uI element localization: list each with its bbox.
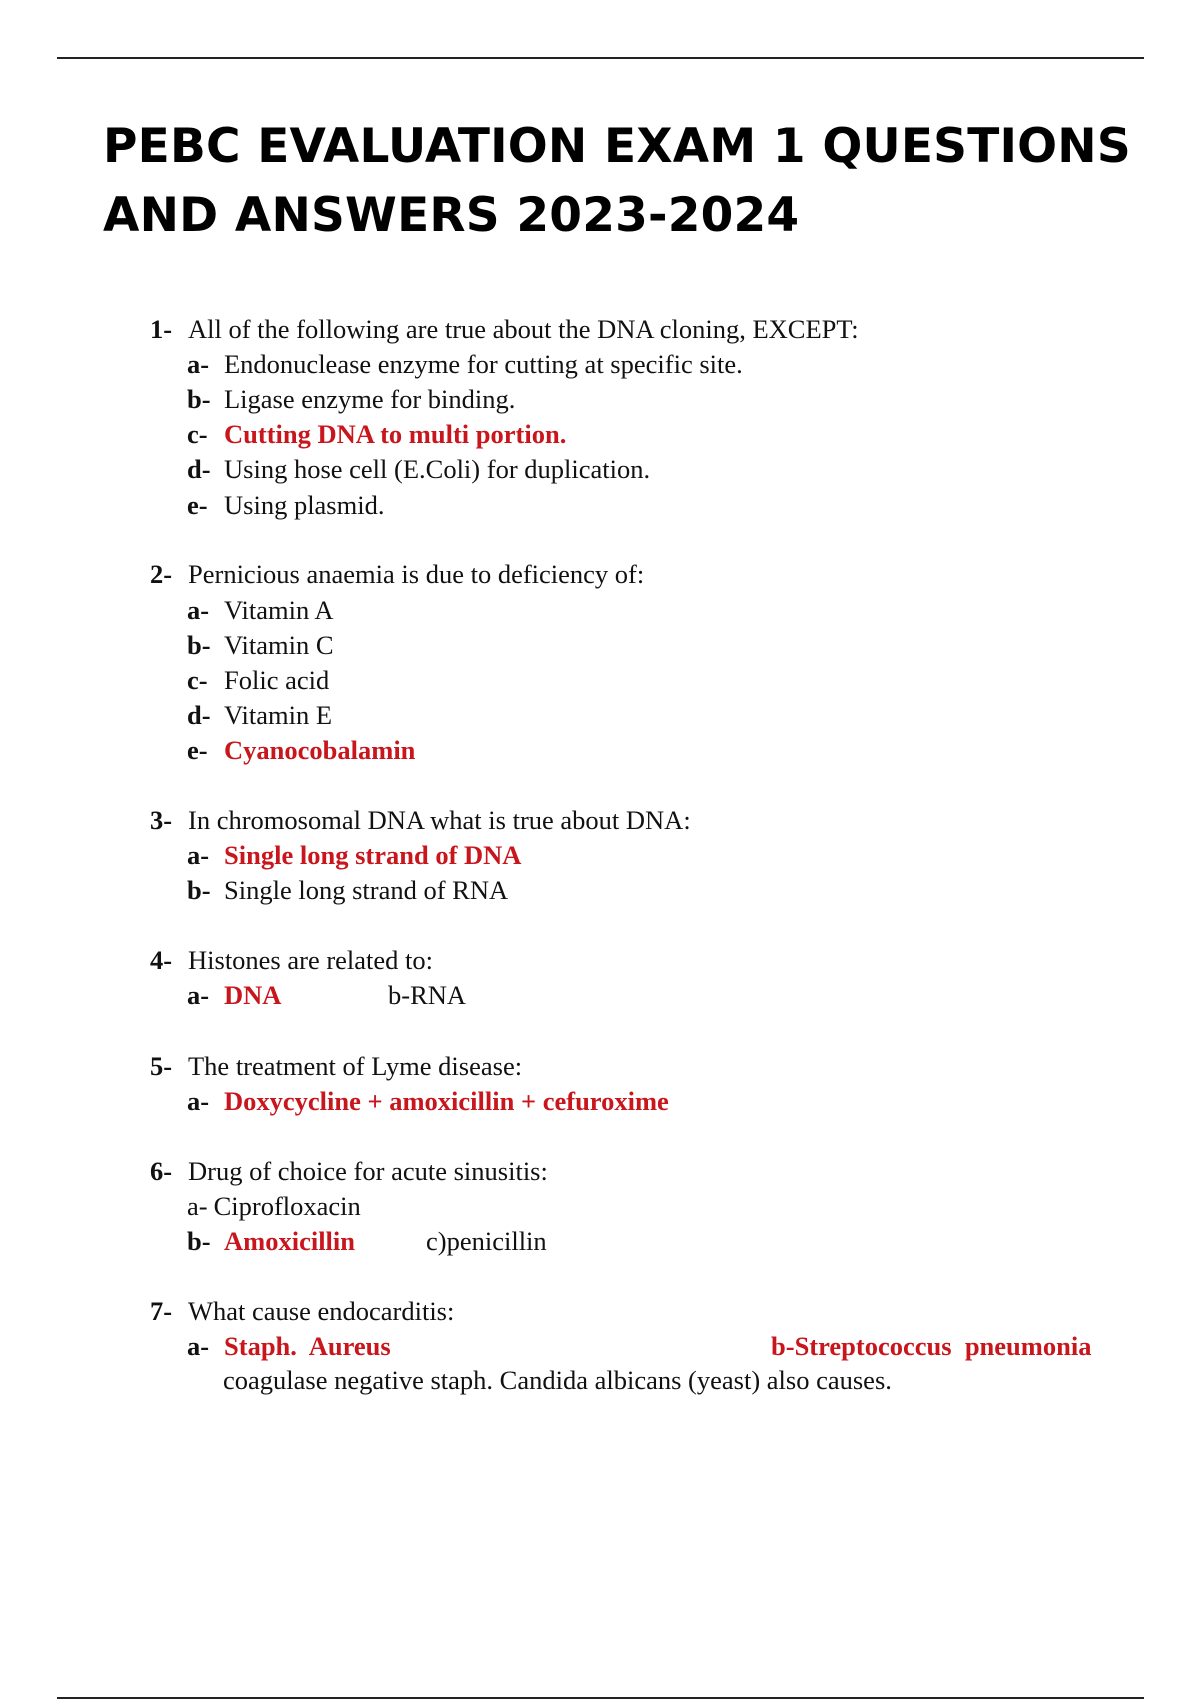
option-4a-answer xyxy=(187,978,281,1013)
option-1b xyxy=(187,382,515,417)
option-3a-answer xyxy=(187,838,521,873)
question-text: All of the following are true about the DNA cloning, EXCEPT: xyxy=(188,314,859,344)
question-number: 4- xyxy=(150,945,173,975)
option-label: d- xyxy=(187,700,211,730)
option-2e-answer xyxy=(187,733,415,768)
option-text: Ciprofloxacin xyxy=(213,1191,361,1221)
correct-answer: Cyanocobalamin xyxy=(224,735,416,765)
option-label: c- xyxy=(187,419,208,449)
question-number: 3- xyxy=(150,805,173,835)
option-3b xyxy=(187,873,508,908)
option-label: a- xyxy=(187,1086,210,1116)
option-label: a- xyxy=(187,1331,210,1361)
option-4b: b-RNA xyxy=(388,980,467,1010)
option-label: b- xyxy=(187,1226,211,1256)
option-text: Endonuclease enzyme for cutting at specific site. xyxy=(224,349,743,379)
option-text: Using hose cell (E.Coli) for duplication. xyxy=(224,454,651,484)
option-6b-answer xyxy=(187,1224,355,1259)
option-2b xyxy=(187,628,334,663)
option-2a xyxy=(187,593,334,628)
option-label: a- xyxy=(187,595,210,625)
option-label: c- xyxy=(187,665,208,695)
option-2c xyxy=(187,663,329,698)
option-text: Vitamin E xyxy=(224,700,333,730)
title-line-2: AND ANSWERS 2023-2024 xyxy=(103,188,800,243)
question-text: What cause endocarditis: xyxy=(188,1296,455,1326)
option-1d xyxy=(187,452,650,487)
option-label: b- xyxy=(187,875,211,905)
question-6 xyxy=(150,1154,548,1189)
question-number: 6- xyxy=(150,1156,173,1186)
question-text: Histones are related to: xyxy=(188,945,434,975)
option-text: Ligase enzyme for binding. xyxy=(224,384,516,414)
question-number: 5- xyxy=(150,1051,173,1081)
option-1a xyxy=(187,347,743,382)
question-number: 2- xyxy=(150,559,173,589)
option-text: Vitamin C xyxy=(224,630,334,660)
option-7a-answer xyxy=(187,1329,391,1364)
option-text: Single long strand of RNA xyxy=(224,875,509,905)
option-label: a- xyxy=(187,840,210,870)
option-label: e- xyxy=(187,735,208,765)
question-4 xyxy=(150,943,433,978)
option-label: b- xyxy=(187,384,211,414)
correct-answer: Doxycycline + amoxicillin + cefuroxime xyxy=(224,1086,669,1116)
option-label: a- xyxy=(187,1191,208,1221)
question-7 xyxy=(150,1294,454,1329)
question-7-note: coagulase negative staph. Candida albicans (yeast) also causes. xyxy=(223,1365,892,1395)
option-1c-answer xyxy=(187,417,566,452)
option-label: a- xyxy=(187,980,210,1010)
question-2 xyxy=(150,557,644,592)
bottom-rule xyxy=(57,1697,1144,1699)
question-number: 1- xyxy=(150,314,173,344)
option-label: d- xyxy=(187,454,211,484)
option-text: Using plasmid. xyxy=(224,490,385,520)
option-1e xyxy=(187,488,384,523)
option-text: Folic acid xyxy=(224,665,330,695)
option-2d xyxy=(187,698,332,733)
option-label: e- xyxy=(187,490,208,520)
question-text: Drug of choice for acute sinusitis: xyxy=(188,1156,548,1186)
title-line-1: PEBC EVALUATION EXAM 1 QUESTIONS xyxy=(103,119,1131,174)
option-text: Vitamin A xyxy=(224,595,334,625)
top-rule xyxy=(57,57,1144,59)
correct-answer: Staph. Aureus xyxy=(224,1331,391,1361)
option-label: b- xyxy=(187,630,211,660)
page-title xyxy=(103,112,1193,250)
correct-answer: DNA xyxy=(224,980,282,1010)
question-number: 7- xyxy=(150,1296,173,1326)
question-text: Pernicious anaemia is due to deficiency of: xyxy=(188,559,645,589)
option-label: a- xyxy=(187,349,210,379)
option-6c: c)penicillin xyxy=(426,1226,547,1256)
question-5 xyxy=(150,1049,522,1084)
correct-answer: Amoxicillin xyxy=(224,1226,356,1256)
option-6a xyxy=(187,1189,361,1224)
question-text: The treatment of Lyme disease: xyxy=(188,1051,523,1081)
option-5a-answer xyxy=(187,1084,669,1119)
correct-answer: Single long strand of DNA xyxy=(224,840,522,870)
question-3 xyxy=(150,803,691,838)
question-text: In chromosomal DNA what is true about DNA: xyxy=(188,805,691,835)
question-1 xyxy=(150,312,859,347)
option-7b-answer: b-Streptococcus pneumonia xyxy=(771,1331,1092,1361)
correct-answer: Cutting DNA to multi portion. xyxy=(224,419,567,449)
